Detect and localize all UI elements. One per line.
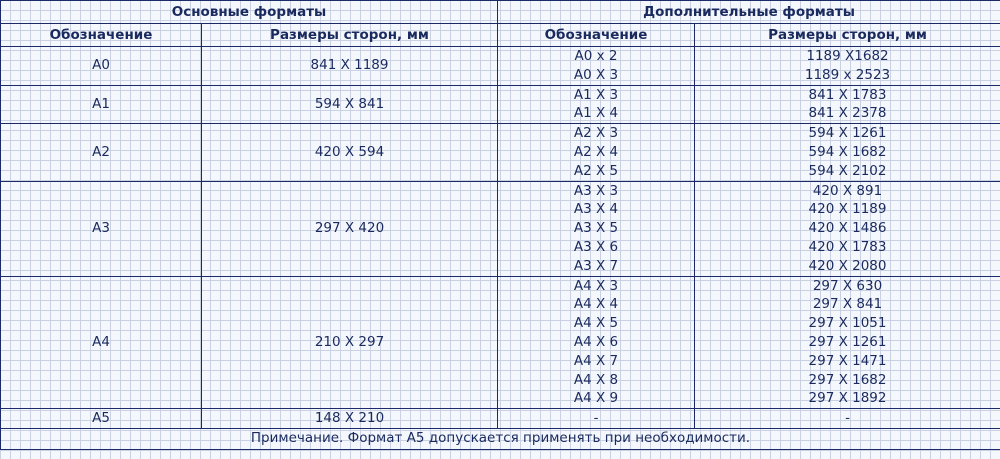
extra-size-cell — [695, 85, 1000, 124]
extra-designation-item: А0 x 2 — [574, 48, 618, 64]
extra-size-item: 420 Х 1486 — [808, 220, 887, 237]
extra-designation-item: - — [593, 410, 599, 427]
main-size-cell: 148 Х 210 — [202, 409, 498, 429]
extra-size-item: 297 Х 841 — [812, 296, 883, 313]
table-row — [1, 47, 1000, 86]
extra-size-item: 297 Х 630 — [812, 277, 883, 294]
extra-size-item: 297 Х 1261 — [808, 333, 887, 350]
extra-size-cell — [695, 47, 1000, 86]
table-row — [1, 85, 1000, 124]
main-size-cell: 210 Х 297 — [202, 276, 498, 409]
extra-designation-item: А3 Х 5 — [573, 220, 619, 237]
extra-designation-item: А4 Х 5 — [573, 315, 619, 332]
extra-size-item: 594 Х 2102 — [808, 162, 887, 179]
extra-designation-cell — [498, 276, 695, 409]
table-row — [1, 276, 1000, 409]
extra-designation-item: А4 Х 8 — [573, 371, 619, 388]
extra-size-item: - — [845, 410, 850, 427]
extra-designation-item: А3 Х 6 — [573, 238, 619, 255]
main-size-cell: 297 Х 420 — [202, 181, 498, 276]
extra-size-item: 297 Х 1682 — [808, 371, 887, 388]
main-designation-cell: А1 — [1, 85, 202, 124]
extra-formats-header: Дополнительные форматы — [498, 1, 1000, 24]
extra-designation-item: А2 Х 5 — [573, 162, 619, 179]
extra-size-item: 297 Х 1051 — [808, 315, 887, 332]
extra-size-item: 297 Х 1471 — [808, 352, 887, 369]
extra-designation-item: А2 Х 4 — [573, 143, 619, 160]
main-formats-header: Основные форматы — [1, 1, 498, 24]
main-sizes-header: Размеры сторон, мм — [202, 24, 498, 47]
table-row — [1, 181, 1000, 276]
extra-size-cell — [695, 409, 1000, 429]
extra-size-cell — [695, 181, 1000, 276]
extra-designation-item: А3 Х 7 — [573, 257, 619, 274]
extra-designation-item: А4 Х 7 — [573, 352, 619, 369]
extra-designation-cell — [498, 181, 695, 276]
extra-designation-item: А2 Х 3 — [573, 125, 619, 142]
extra-size-item: 841 Х 1783 — [808, 86, 887, 103]
extra-designation-item: А3 Х 4 — [573, 201, 619, 218]
footnote: Примечание. Формат А5 допускается применять при необходимости. — [1, 428, 1000, 449]
table-row — [1, 124, 1000, 181]
extra-size-cell — [695, 124, 1000, 181]
extra-size-item: 594 Х 1682 — [808, 143, 887, 160]
extra-size-item: 420 Х 1783 — [808, 238, 887, 255]
extra-size-item: 420 Х 891 — [812, 182, 883, 199]
extra-size-item: 420 Х 2080 — [808, 257, 887, 274]
extra-designation-cell — [498, 47, 695, 86]
main-designation-header: Обозначение — [1, 24, 202, 47]
main-size-cell: 420 Х 594 — [202, 124, 498, 181]
extra-size-item: 841 Х 2378 — [808, 105, 887, 122]
extra-designation-item: А4 Х 9 — [573, 390, 619, 407]
extra-designation-cell — [498, 409, 695, 429]
extra-size-item: 420 Х 1189 — [808, 201, 887, 218]
extra-designation-item: А4 Х 4 — [573, 296, 619, 313]
extra-size-cell — [695, 276, 1000, 409]
extra-designation-item: А1 Х 3 — [573, 86, 619, 103]
extra-size-item: 594 Х 1261 — [808, 125, 887, 142]
extra-size-item: 297 Х 1892 — [808, 390, 887, 407]
main-designation-cell: А5 — [1, 409, 202, 429]
extra-size-item: 1189 Х1682 — [806, 48, 889, 64]
extra-sizes-header: Размеры сторон, мм — [695, 24, 1000, 47]
extra-designation-cell — [498, 85, 695, 124]
main-size-cell: 841 Х 1189 — [202, 47, 498, 86]
extra-designation-header: Обозначение — [498, 24, 695, 47]
main-designation-cell: А0 — [1, 47, 202, 86]
extra-designation-item: А4 Х 6 — [573, 333, 619, 350]
extra-size-item: 1189 x 2523 — [804, 66, 891, 83]
main-size-cell: 594 Х 841 — [202, 85, 498, 124]
extra-designation-cell — [498, 124, 695, 181]
extra-designation-item: А4 Х 3 — [573, 277, 619, 294]
table-row — [1, 409, 1000, 429]
main-designation-cell: А4 — [1, 276, 202, 409]
extra-designation-item: А3 Х 3 — [573, 182, 619, 199]
extra-designation-item: А0 Х 3 — [573, 66, 619, 83]
extra-designation-item: А1 Х 4 — [573, 105, 619, 122]
main-designation-cell: А3 — [1, 181, 202, 276]
main-designation-cell: А2 — [1, 124, 202, 181]
